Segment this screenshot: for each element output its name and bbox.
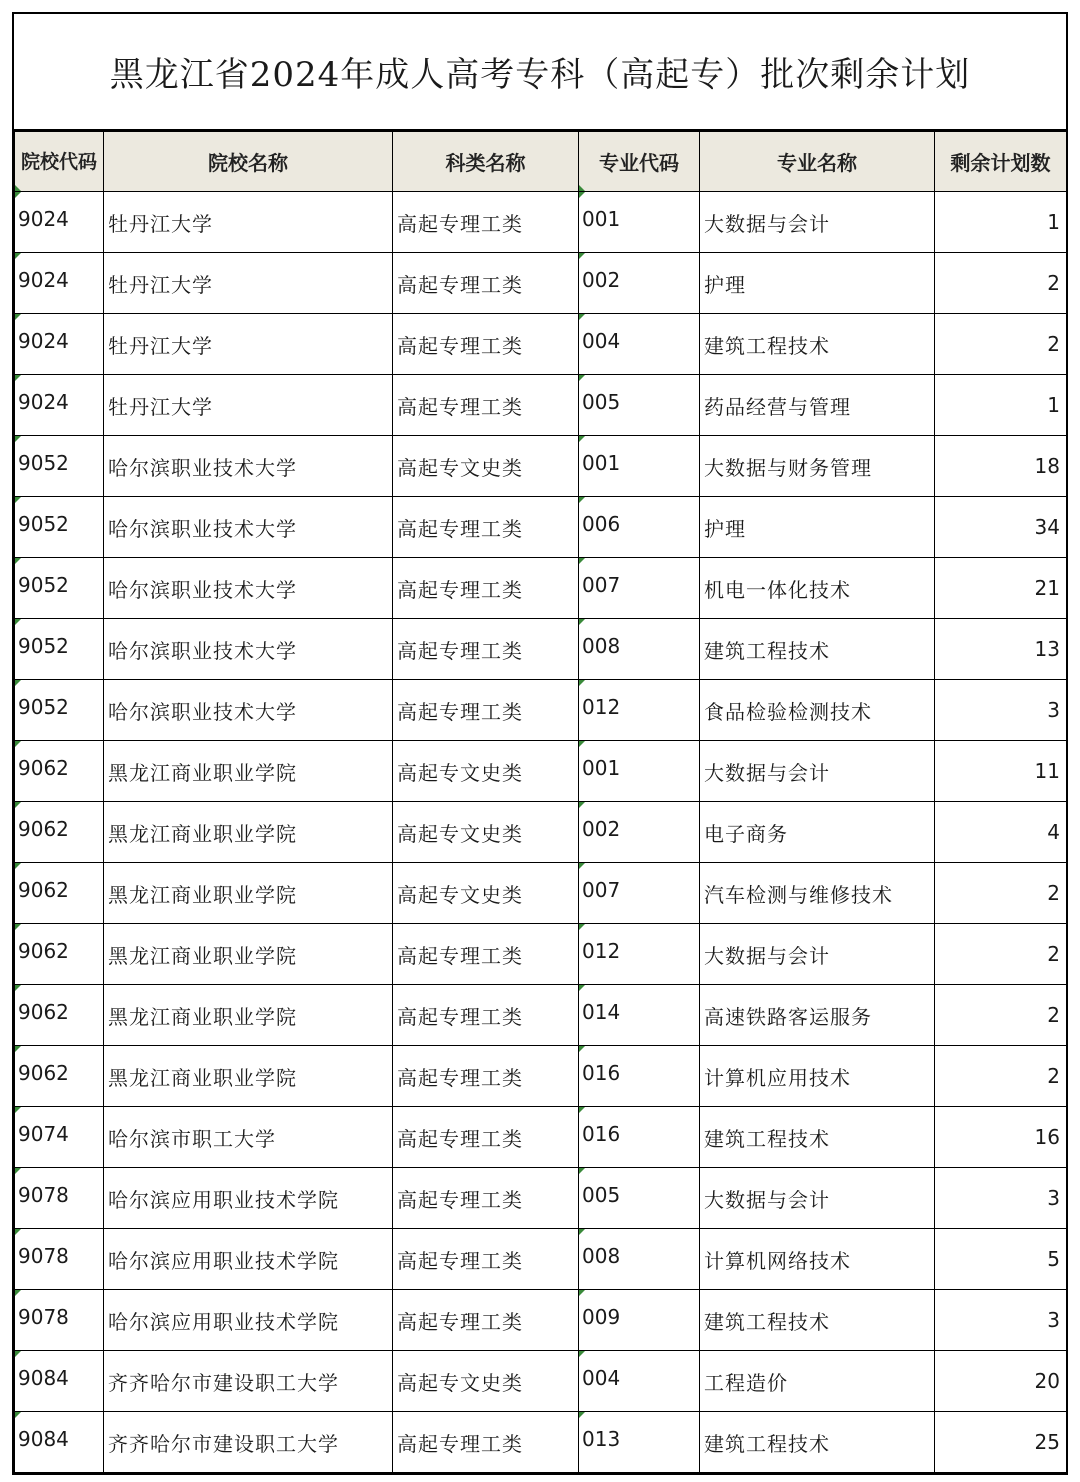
cell-category: 高起专理工类 xyxy=(393,1046,579,1107)
cell-major-code: 008 xyxy=(579,1229,700,1290)
cell-major-name: 大数据与财务管理 xyxy=(700,436,935,497)
cell-major-name: 建筑工程技术 xyxy=(700,619,935,680)
header-category: 科类名称 xyxy=(393,132,579,192)
cell-school-code: 9062 xyxy=(15,1046,104,1107)
cell-remaining: 5 xyxy=(935,1229,1067,1290)
cell-school-name: 牡丹江大学 xyxy=(104,314,393,375)
cell-category: 高起专文史类 xyxy=(393,863,579,924)
cell-major-code: 012 xyxy=(579,924,700,985)
cell-major-code: 004 xyxy=(579,314,700,375)
cell-school-code: 9024 xyxy=(15,253,104,314)
table-row xyxy=(15,680,1067,741)
table-row xyxy=(15,1412,1067,1473)
page-title: 黑龙江省2024年成人高考专科（高起专）批次剩余计划 xyxy=(109,55,971,95)
cell-category: 高起专理工类 xyxy=(393,253,579,314)
cell-major-code: 008 xyxy=(579,619,700,680)
cell-school-code: 9084 xyxy=(15,1351,104,1412)
cell-category: 高起专理工类 xyxy=(393,314,579,375)
cell-category: 高起专理工类 xyxy=(393,1412,579,1473)
cell-major-name: 药品经营与管理 xyxy=(700,375,935,436)
cell-remaining: 20 xyxy=(935,1351,1067,1412)
cell-major-name: 汽车检测与维修技术 xyxy=(700,863,935,924)
cell-major-name: 工程造价 xyxy=(700,1351,935,1412)
cell-school-name: 哈尔滨职业技术大学 xyxy=(104,558,393,619)
cell-school-code: 9062 xyxy=(15,924,104,985)
cell-major-code: 016 xyxy=(579,1107,700,1168)
cell-major-code: 014 xyxy=(579,985,700,1046)
cell-major-code: 002 xyxy=(579,253,700,314)
table-row xyxy=(15,985,1067,1046)
cell-school-name: 哈尔滨职业技术大学 xyxy=(104,436,393,497)
cell-school-name: 哈尔滨职业技术大学 xyxy=(104,497,393,558)
cell-remaining: 2 xyxy=(935,985,1067,1046)
cell-major-name: 大数据与会计 xyxy=(700,192,935,253)
table-row xyxy=(15,192,1067,253)
cell-remaining: 21 xyxy=(935,558,1067,619)
cell-category: 高起专理工类 xyxy=(393,1168,579,1229)
cell-category: 高起专文史类 xyxy=(393,436,579,497)
cell-school-name: 牡丹江大学 xyxy=(104,192,393,253)
cell-major-code: 007 xyxy=(579,558,700,619)
cell-major-name: 大数据与会计 xyxy=(700,924,935,985)
cell-school-name: 齐齐哈尔市建设职工大学 xyxy=(104,1412,393,1473)
cell-major-name: 计算机网络技术 xyxy=(700,1229,935,1290)
table-row xyxy=(15,436,1067,497)
table-header-row xyxy=(15,132,1067,192)
table-row xyxy=(15,1229,1067,1290)
cell-major-name: 护理 xyxy=(700,497,935,558)
cell-remaining: 18 xyxy=(935,436,1067,497)
cell-major-code: 004 xyxy=(579,1351,700,1412)
cell-school-code: 9024 xyxy=(15,314,104,375)
cell-remaining: 3 xyxy=(935,680,1067,741)
cell-school-name: 黑龙江商业职业学院 xyxy=(104,985,393,1046)
table-body xyxy=(15,192,1067,1473)
cell-remaining: 2 xyxy=(935,863,1067,924)
header-remaining: 剩余计划数 xyxy=(935,132,1067,192)
cell-category: 高起专理工类 xyxy=(393,192,579,253)
cell-remaining: 13 xyxy=(935,619,1067,680)
table-row xyxy=(15,1168,1067,1229)
cell-category: 高起专理工类 xyxy=(393,1107,579,1168)
cell-remaining: 2 xyxy=(935,1046,1067,1107)
cell-school-code: 9084 xyxy=(15,1412,104,1473)
cell-school-code: 9052 xyxy=(15,558,104,619)
cell-school-code: 9062 xyxy=(15,863,104,924)
cell-school-name: 黑龙江商业职业学院 xyxy=(104,802,393,863)
cell-school-code: 9074 xyxy=(15,1107,104,1168)
cell-major-name: 电子商务 xyxy=(700,802,935,863)
table-row xyxy=(15,314,1067,375)
cell-remaining: 2 xyxy=(935,924,1067,985)
cell-school-code: 9024 xyxy=(15,375,104,436)
cell-category: 高起专文史类 xyxy=(393,1351,579,1412)
table-row xyxy=(15,1290,1067,1351)
cell-major-code: 001 xyxy=(579,741,700,802)
cell-remaining: 4 xyxy=(935,802,1067,863)
cell-school-code: 9052 xyxy=(15,619,104,680)
cell-major-name: 建筑工程技术 xyxy=(700,1107,935,1168)
cell-category: 高起专文史类 xyxy=(393,741,579,802)
cell-major-code: 005 xyxy=(579,1168,700,1229)
cell-major-code: 001 xyxy=(579,192,700,253)
cell-major-code: 006 xyxy=(579,497,700,558)
cell-major-name: 建筑工程技术 xyxy=(700,314,935,375)
cell-remaining: 3 xyxy=(935,1168,1067,1229)
cell-major-name: 机电一体化技术 xyxy=(700,558,935,619)
cell-remaining: 11 xyxy=(935,741,1067,802)
cell-remaining: 34 xyxy=(935,497,1067,558)
cell-remaining: 16 xyxy=(935,1107,1067,1168)
table-row xyxy=(15,741,1067,802)
cell-major-code: 002 xyxy=(579,802,700,863)
table-row xyxy=(15,802,1067,863)
cell-school-name: 黑龙江商业职业学院 xyxy=(104,741,393,802)
cell-category: 高起专理工类 xyxy=(393,985,579,1046)
cell-category: 高起专理工类 xyxy=(393,375,579,436)
remaining-plan-table xyxy=(14,131,1067,1473)
table-row xyxy=(15,375,1067,436)
cell-major-name: 护理 xyxy=(700,253,935,314)
table-row xyxy=(15,863,1067,924)
table-row xyxy=(15,619,1067,680)
cell-remaining: 1 xyxy=(935,375,1067,436)
header-major-name: 专业名称 xyxy=(700,132,935,192)
cell-school-code: 9052 xyxy=(15,497,104,558)
cell-major-code: 012 xyxy=(579,680,700,741)
cell-major-name: 建筑工程技术 xyxy=(700,1412,935,1473)
cell-major-code: 001 xyxy=(579,436,700,497)
cell-remaining: 25 xyxy=(935,1412,1067,1473)
cell-remaining: 3 xyxy=(935,1290,1067,1351)
cell-school-code: 9052 xyxy=(15,680,104,741)
cell-category: 高起专理工类 xyxy=(393,497,579,558)
cell-major-name: 大数据与会计 xyxy=(700,741,935,802)
cell-remaining: 2 xyxy=(935,253,1067,314)
cell-remaining: 1 xyxy=(935,192,1067,253)
table-row xyxy=(15,497,1067,558)
table-row xyxy=(15,558,1067,619)
cell-category: 高起专文史类 xyxy=(393,802,579,863)
title-box xyxy=(14,14,1066,131)
table-row xyxy=(15,1351,1067,1412)
cell-school-code: 9078 xyxy=(15,1168,104,1229)
cell-category: 高起专理工类 xyxy=(393,619,579,680)
cell-major-code: 009 xyxy=(579,1290,700,1351)
cell-school-code: 9062 xyxy=(15,985,104,1046)
cell-major-name: 高速铁路客运服务 xyxy=(700,985,935,1046)
cell-school-name: 哈尔滨职业技术大学 xyxy=(104,680,393,741)
cell-school-name: 哈尔滨应用职业技术学院 xyxy=(104,1168,393,1229)
cell-school-code: 9078 xyxy=(15,1290,104,1351)
header-school-code: 院校代码 xyxy=(15,132,104,192)
cell-category: 高起专理工类 xyxy=(393,924,579,985)
cell-remaining: 2 xyxy=(935,314,1067,375)
cell-school-name: 牡丹江大学 xyxy=(104,253,393,314)
cell-category: 高起专理工类 xyxy=(393,558,579,619)
cell-school-name: 黑龙江商业职业学院 xyxy=(104,1046,393,1107)
cell-category: 高起专理工类 xyxy=(393,680,579,741)
cell-school-name: 哈尔滨职业技术大学 xyxy=(104,619,393,680)
table-row xyxy=(15,1046,1067,1107)
header-school-name: 院校名称 xyxy=(104,132,393,192)
cell-major-code: 007 xyxy=(579,863,700,924)
cell-school-name: 黑龙江商业职业学院 xyxy=(104,863,393,924)
table-row xyxy=(15,924,1067,985)
cell-major-code: 016 xyxy=(579,1046,700,1107)
cell-school-code: 9024 xyxy=(15,192,104,253)
cell-school-code: 9052 xyxy=(15,436,104,497)
cell-school-name: 黑龙江商业职业学院 xyxy=(104,924,393,985)
cell-major-code: 005 xyxy=(579,375,700,436)
cell-school-code: 9062 xyxy=(15,802,104,863)
cell-major-name: 大数据与会计 xyxy=(700,1168,935,1229)
cell-major-name: 建筑工程技术 xyxy=(700,1290,935,1351)
cell-major-code: 013 xyxy=(579,1412,700,1473)
table-row xyxy=(15,253,1067,314)
cell-school-code: 9078 xyxy=(15,1229,104,1290)
cell-school-name: 哈尔滨市职工大学 xyxy=(104,1107,393,1168)
cell-major-name: 食品检验检测技术 xyxy=(700,680,935,741)
cell-school-name: 哈尔滨应用职业技术学院 xyxy=(104,1229,393,1290)
remaining-plan-sheet xyxy=(12,12,1068,1475)
cell-school-name: 齐齐哈尔市建设职工大学 xyxy=(104,1351,393,1412)
cell-school-code: 9062 xyxy=(15,741,104,802)
cell-major-name: 计算机应用技术 xyxy=(700,1046,935,1107)
header-major-code: 专业代码 xyxy=(579,132,700,192)
cell-school-name: 牡丹江大学 xyxy=(104,375,393,436)
cell-category: 高起专理工类 xyxy=(393,1290,579,1351)
cell-category: 高起专理工类 xyxy=(393,1229,579,1290)
cell-school-name: 哈尔滨应用职业技术学院 xyxy=(104,1290,393,1351)
table-row xyxy=(15,1107,1067,1168)
